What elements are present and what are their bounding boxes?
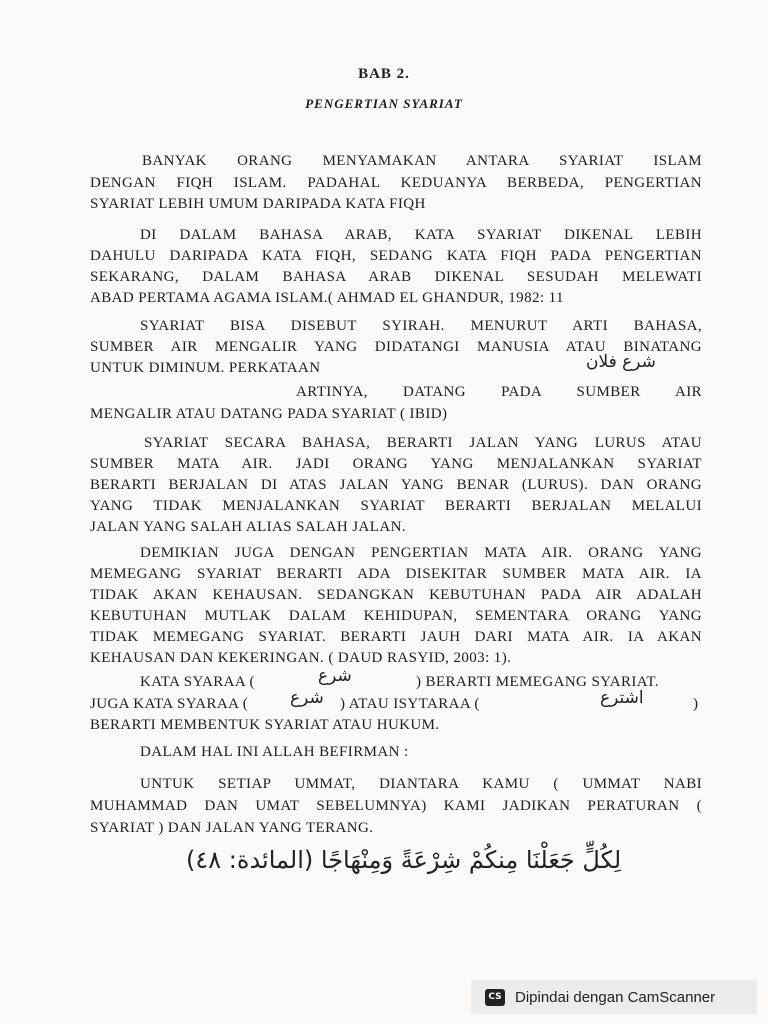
- text-line: JUGA KATA SYARAA (: [90, 696, 249, 712]
- text-line: SUMBER MATA AIR. JADI ORANG YANG MENJALANKAN SYARIAT: [90, 456, 702, 472]
- text-line: ): [693, 696, 699, 712]
- text-line: JALAN YANG SALAH ALIAS SALAH JALAN.: [90, 519, 406, 535]
- camscanner-watermark: [471, 980, 757, 1014]
- text-line: KEHAUSAN DAN KEKERINGAN. ( DAUD RASYID, 2003: 1).: [90, 650, 512, 666]
- arabic-syaraa: شرع: [318, 666, 352, 686]
- camscanner-logo-icon: CS: [485, 989, 505, 1006]
- text-line: TIDAK AKAN KEHAUSAN. SEDANGKAN KEBUTUHAN PADA AIR ADALAH: [90, 587, 702, 603]
- text-line: ARTINYA, DATANG PADA SUMBER AIR: [296, 384, 702, 400]
- text-line: YANG TIDAK MENJALANKAN SYARIAT BERARTI BERJALAN MELALUI: [90, 498, 702, 514]
- text-line: DEMIKIAN JUGA DENGAN PENGERTIAN MATA AIR. ORANG YANG: [140, 545, 702, 561]
- quran-verse: لِكُلٍّ جَعَلْنَا مِنكُمْ شِرْعَةً وَمِنْهَاجًا (المائدة: ٤٨): [186, 846, 622, 874]
- text-line: ) BERARTI MEMEGANG SYARIAT.: [416, 674, 659, 690]
- text-line: DAHULU DARIPADA KATA FIQH, SEDANG KATA FIQH PADA PENGERTIAN: [90, 248, 702, 264]
- text-line: SYARIAT SECARA BAHASA, BERARTI JALAN YANG LURUS ATAU: [144, 435, 702, 451]
- text-line: MEMEGANG SYARIAT BERARTI ADA DISEKITAR SUMBER MATA AIR. IA: [90, 566, 702, 582]
- text-line: SYARIAT LEBIH UMUM DARIPADA KATA FIQH: [90, 196, 426, 212]
- chapter-heading: BAB 2.: [358, 66, 410, 82]
- watermark-text: Dipindai dengan CamScanner: [515, 988, 716, 1006]
- text-line: DI DALAM BAHASA ARAB, KATA SYARIAT DIKENAL LEBIH: [140, 227, 702, 243]
- text-line: DALAM HAL INI ALLAH BEFIRMAN :: [140, 744, 409, 760]
- text-line: ABAD PERTAMA AGAMA ISLAM.( AHMAD EL GHANDUR, 1982: 11: [90, 290, 564, 306]
- text-line: KEBUTUHAN MUTLAK DALAM KEHIDUPAN, SEMENTARA ORANG YANG: [90, 608, 702, 624]
- arabic-isytaraa: اشترع: [600, 688, 644, 708]
- text-line: MUHAMMAD DAN UMAT SEBELUMNYA) KAMI JADIKAN PERATURAN (: [90, 798, 702, 814]
- text-line: SEKARANG, DALAM BAHASA ARAB DIKENAL SESUDAH MELEWATI: [90, 269, 702, 285]
- text-line: DENGAN FIQH ISLAM. PADAHAL KEDUANYA BERBEDA, PENGERTIAN: [90, 175, 702, 191]
- text-line: ) ATAU ISYTARAA (: [340, 696, 480, 712]
- arabic-syaraa-2: شرع: [290, 688, 324, 708]
- text-line: SYARIAT BISA DISEBUT SYIRAH. MENURUT ARTI BAHASA,: [140, 318, 702, 334]
- text-line: SUMBER AIR MENGALIR YANG DIDATANGI MANUSIA ATAU BINATANG: [90, 339, 702, 355]
- text-line: BERARTI BERJALAN DI ATAS JALAN YANG BENAR (LURUS). DAN ORANG: [90, 477, 702, 493]
- page-title: PENGERTIAN SYARIAT: [305, 96, 463, 111]
- text-line: TIDAK MEMEGANG SYARIAT. BERARTI JAUH DARI MATA AIR. IA AKAN: [90, 629, 702, 645]
- text-line: MENGALIR ATAU DATANG PADA SYARIAT ( IBID): [90, 406, 448, 422]
- text-line: BERARTI MEMBENTUK SYARIAT ATAU HUKUM.: [90, 717, 440, 733]
- text-line: BANYAK ORANG MENYAMAKAN ANTARA SYARIAT ISLAM: [142, 153, 702, 169]
- arabic-perkataan: شرع فلان: [586, 352, 656, 372]
- text-line: SYARIAT ) DAN JALAN YANG TERANG.: [90, 820, 374, 836]
- text-line: UNTUK SETIAP UMMAT, DIANTARA KAMU ( UMMAT NABI: [140, 776, 702, 792]
- text-line: KATA SYARAA (: [140, 674, 255, 690]
- text-line: UNTUK DIMINUM. PERKATAAN: [90, 360, 321, 376]
